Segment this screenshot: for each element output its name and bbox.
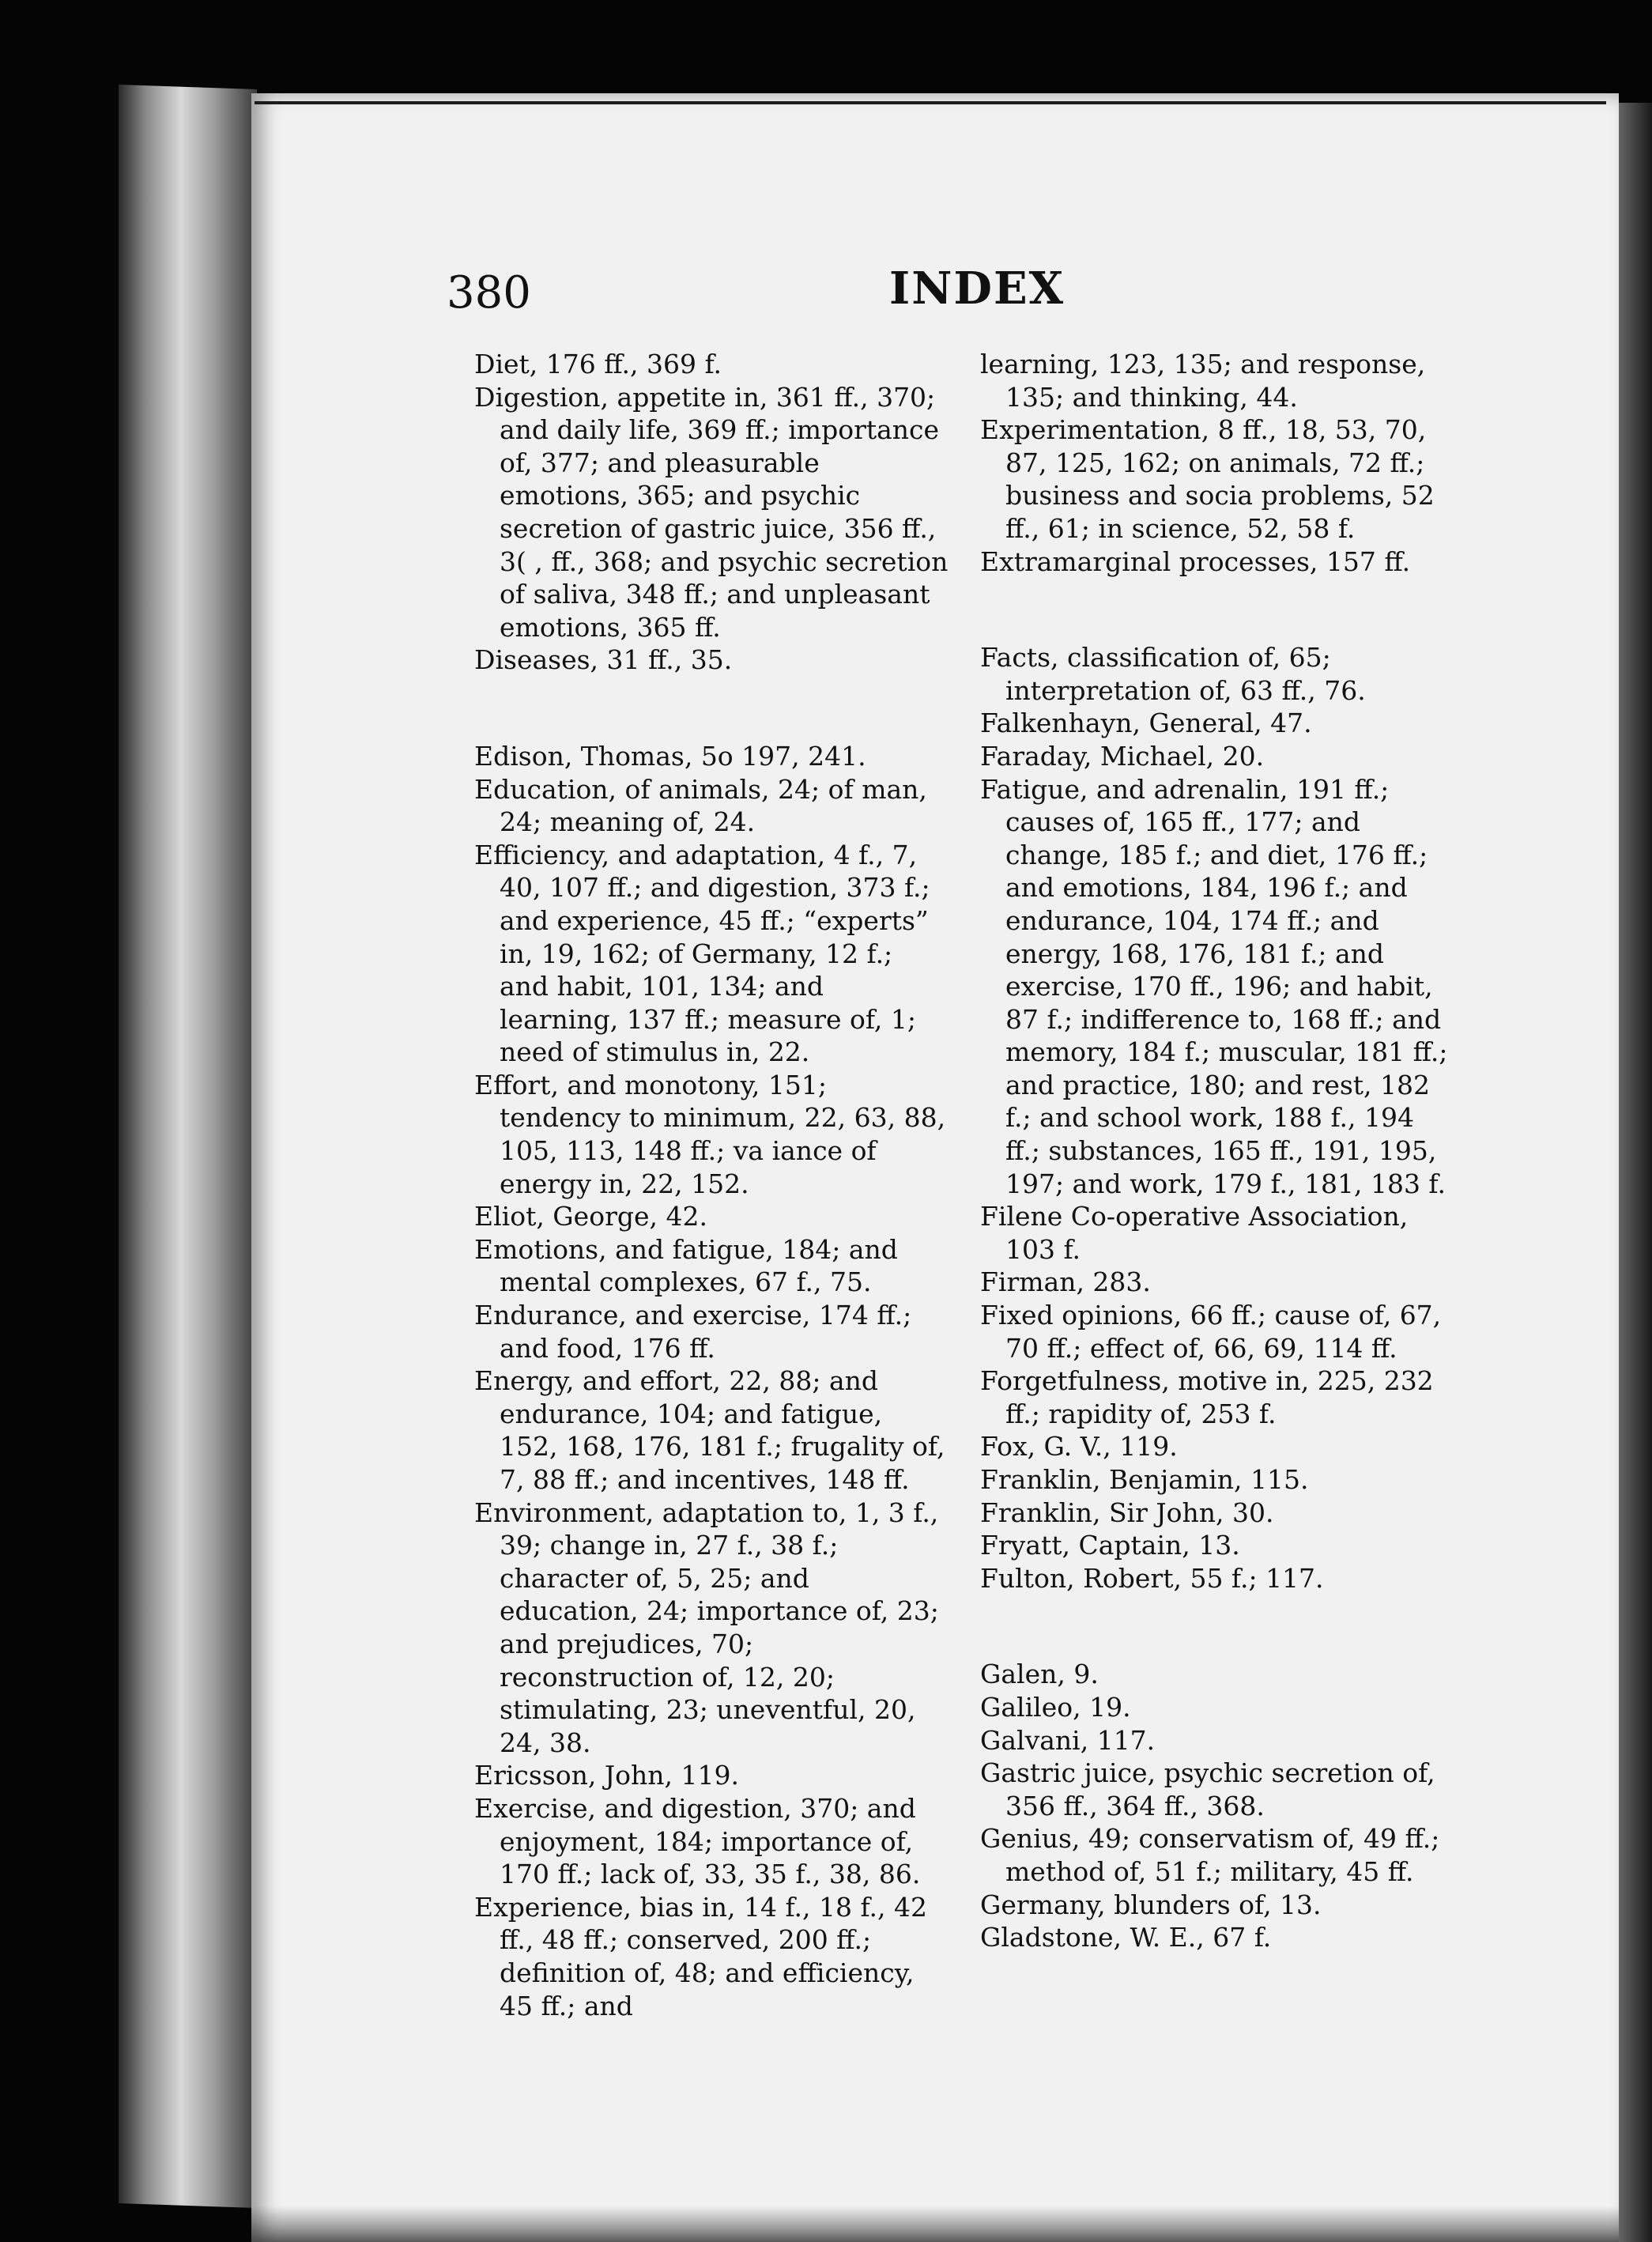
index-entry: Filene Co-operative Association, 103 f. [980, 1201, 1409, 1265]
index-entry: Energy, and effort, 22, 88; and endurance, 104; and fatigue, 152, 168, 176, 181 f.; frugality of, 7, 88 ff.; and incentives, 148 ff. [474, 1365, 945, 1495]
index-entry: Firman, 283. [980, 1266, 1151, 1298]
section-gap [474, 677, 949, 740]
index-entry: Emotions, and fatigue, 184; and mental complexes, 67 f., 75. [474, 1233, 898, 1298]
index-entry: Exercise, and digestion, 370; and enjoyment, 184; importance of, 170 ff.; lack of, 33, 35 f., 38, 86. [474, 1792, 921, 1890]
index-entry: Eliot, George, 42. [474, 1201, 707, 1232]
index-entry: Ericsson, John, 119. [474, 1760, 739, 1791]
index-entry: Fox, G. V., 119. [980, 1431, 1178, 1463]
index-entry: Edison, Thomas, 5o 197, 241. [474, 740, 866, 772]
section-gap [980, 1595, 1454, 1658]
index-entry: Franklin, Benjamin, 115. [980, 1464, 1309, 1495]
index-entry: Germany, blunders of, 13. [980, 1889, 1322, 1920]
index-entry: Genius, 49; conservatism of, 49 ff.; method of, 51 f.; military, 45 ff. [980, 1823, 1440, 1887]
index-entry: Endurance, and exercise, 174 ff.; and food, 176 ff. [474, 1300, 912, 1364]
index-entry: Environment, adaptation to, 1, 3 f., 39; change in, 27 f., 38 f.; character of, 5, 25; and education, 24; importance of, 23; and prejudices, 70; reconstruction of, 12, 20; stimulating, 23; uneventful, 20, 24, 38. [474, 1497, 939, 1758]
index-entry: Effort, and monotony, 151; tendency to minimum, 22, 63, 88, 105, 113, 148 ff.; va iance of energy in, 22, 152. [474, 1069, 946, 1199]
index-entry: Efficiency, and adaptation, 4 f., 7, 40, 107 ff.; and digestion, 373 f.; and experience, 45 ff.; “experts” in, 19, 162; of Germany, 12 f.; and habit, 101, 134; and learning, 137 ff.; measure of, 1; need of stimulus in, 22. [474, 839, 930, 1068]
index-entry: Galileo, 19. [980, 1691, 1131, 1723]
index-entry: Galen, 9. [980, 1659, 1099, 1690]
page-number: 380 [447, 267, 531, 319]
index-column-right [980, 348, 1454, 1954]
page-bottom-shadow [251, 2206, 1619, 2242]
index-entry: Faraday, Michael, 20. [980, 740, 1265, 772]
index-entry: Galvani, 117. [980, 1724, 1156, 1756]
index-entry: Falkenhayn, General, 47. [980, 708, 1312, 739]
index-entry: Experience, bias in, 14 f., 18 f., 42 ff., 48 ff.; conserved, 200 ff.; definition of, 48; and efficiency, 45 ff.; and [474, 1891, 927, 2021]
index-entry: Gladstone, W. E., 67 f. [980, 1922, 1272, 1953]
index-entry: Fulton, Robert, 55 f.; 117. [980, 1562, 1324, 1594]
index-entry: Fixed opinions, 66 ff.; cause of, 67, 70 ff.; effect of, 66, 69, 114 ff. [980, 1300, 1442, 1364]
index-entry: Experimentation, 8 ff., 18, 53, 70, 87, 125, 162; on animals, 72 ff.; business and socia problems, 52 ff., 61; in science, 52, 58 f. [980, 414, 1435, 544]
page-title: INDEX [889, 262, 1066, 315]
section-gap [980, 578, 1454, 641]
index-entry: Franklin, Sir John, 30. [980, 1497, 1274, 1528]
index-column-left [474, 348, 949, 2022]
index-entry: Extramarginal processes, 157 ff. [980, 545, 1411, 577]
index-entry: Gastric juice, psychic secretion of, 356 ff., 364 ff., 368. [980, 1757, 1435, 1821]
page-shadow [1616, 103, 1652, 2242]
index-entry: Fryatt, Captain, 13. [980, 1530, 1240, 1561]
book-edge [119, 85, 257, 2208]
index-entry: Diseases, 31 ff., 35. [474, 644, 733, 676]
index-entry: Education, of animals, 24; of man, 24; meaning of, 24. [474, 773, 927, 838]
index-entry: Diet, 176 ff., 369 f. [474, 349, 722, 379]
index-entry: Facts, classification of, 65; interpretation of, 63 ff., 76. [980, 642, 1366, 706]
index-entry: Forgetfulness, motive in, 225, 232 ff.; rapidity of, 253 f. [980, 1365, 1434, 1429]
index-entry: Fatigue, and adrenalin, 191 ff.; causes of, 165 ff., 177; and change, 185 f.; and diet, 176 ff.; and emotions, 184, 196 f.; and endurance, 104, 174 ff.; and energy, 168, 176, 181 f.; and exercise, 170 ff., 196; and habit, 87 f.; indifference to, 168 ff.; and memory, 184 f.; muscular, 181 ff.; and practice, 180; and rest, 182 f.; and school work, 188 f., 194 ff.; substances, 165 ff., 191, 195, 197; and work, 179 f., 181, 183 f. [980, 773, 1448, 1199]
index-entry: Digestion, appetite in, 361 ff., 370; and daily life, 369 ff.; importance of, 377; and pleasurable emotions, 365; and psychic secretion of gastric juice, 356 ff., 3( , ff., 368; and psychic secretion of saliva, 348 ff.; and unpleasant emotions, 365 ff. [474, 381, 949, 643]
index-entry: learning, 123, 135; and response, 135; and thinking, 44. [980, 349, 1426, 413]
top-rule [255, 101, 1606, 104]
